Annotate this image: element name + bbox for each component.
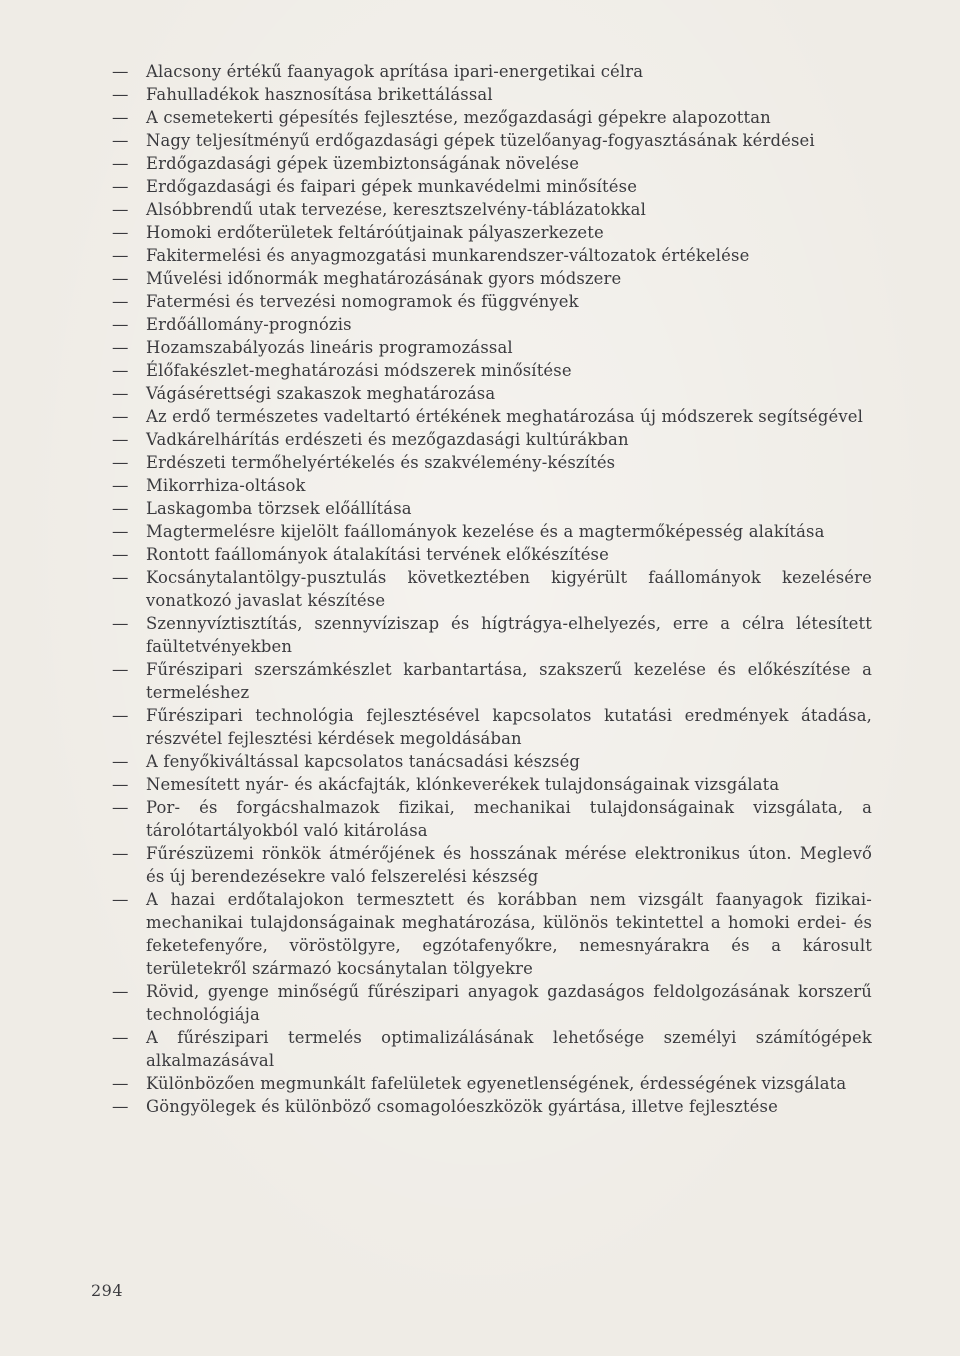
list-item-text: Fatermési és tervezési nomogramok és függvények	[146, 292, 579, 311]
list-item-text: Művelési időnormák meghatározásának gyors módszere	[146, 269, 622, 288]
dash-marker: —	[112, 407, 129, 426]
list-item	[112, 290, 872, 313]
list-item	[112, 244, 872, 267]
list-item	[112, 129, 872, 152]
list-item	[112, 175, 872, 198]
list-item	[112, 60, 872, 83]
list-item-text: Rövid, gyenge minőségű fűrészipari anyagok gazdaságos feldolgozásának korszerű technológiája	[146, 982, 872, 1024]
list-item-text: Magtermelésre kijelölt faállományok kezelése és a magtermőképesség alakítása	[146, 522, 825, 541]
list-item-text: Az erdő természetes vadeltartó értékének meghatározása új módszerek segítségével	[146, 407, 864, 426]
dash-marker: —	[112, 430, 129, 449]
dash-marker: —	[112, 706, 129, 725]
list-item-text: Erdészeti termőhelyértékelés és szakvélemény-készítés	[146, 453, 616, 472]
list-item-text: Laskagomba törzsek előállítása	[146, 499, 412, 518]
page-number: 294	[91, 1281, 124, 1300]
list-item	[112, 198, 872, 221]
dash-marker: —	[112, 338, 129, 357]
dash-marker: —	[112, 568, 129, 587]
list-item	[112, 566, 872, 612]
list-item	[112, 106, 872, 129]
list-item	[112, 1026, 872, 1072]
list-item	[112, 520, 872, 543]
list-item-text: Alsóbbrendű utak tervezése, keresztszelvény-táblázatokkal	[146, 200, 646, 219]
dash-marker: —	[112, 752, 129, 771]
list-item	[112, 451, 872, 474]
list-item-text: Erdőgazdasági és faipari gépek munkavédelmi minősítése	[146, 177, 638, 196]
dash-marker: —	[112, 1074, 129, 1093]
list-item	[112, 428, 872, 451]
list-item-text: Homoki erdőterületek feltáróútjainak pályaszerkezete	[146, 223, 604, 242]
list-item	[112, 152, 872, 175]
dash-marker: —	[112, 522, 129, 541]
list-item-text: A hazai erdőtalajokon termesztett és korábban nem vizsgált faanyagok fizikai-mechanikai tulajdonságainak meghatározása, különös tekintettel a homoki erdei- és feketefenyőre, vöröstölgyre, egzótafenyőkre, nemesnyárakra és a károsult területekről származó kocsánytalan tölgyekre	[146, 890, 872, 978]
list-item	[112, 612, 872, 658]
list-item	[112, 796, 872, 842]
list-item-text: Különbözően megmunkált fafelületek egyenetlenségének, érdességének vizsgálata	[146, 1074, 847, 1093]
dash-marker: —	[112, 499, 129, 518]
dash-marker: —	[112, 108, 129, 127]
list-item-text: Rontott faállományok átalakítási tervének előkészítése	[146, 545, 609, 564]
dash-marker: —	[112, 62, 129, 81]
dash-marker: —	[112, 798, 129, 817]
list-item-text: A csemetekerti gépesítés fejlesztése, mezőgazdasági gépekre alapozottan	[146, 108, 771, 127]
list-item-text: Alacsony értékű faanyagok aprítása ipari-energetikai célra	[146, 62, 644, 81]
list-item-text: Fűrészipari szerszámkészlet karbantartása, szakszerű kezelése és előkészítése a termeléshez	[146, 660, 872, 702]
list-item	[112, 313, 872, 336]
list-item-text: Vágásérettségi szakaszok meghatározása	[146, 384, 496, 403]
list-item-text: Nagy teljesítményű erdőgazdasági gépek tüzelőanyag-fogyasztásának kérdései	[146, 131, 815, 150]
list-item-text: Élőfakészlet-meghatározási módszerek minősítése	[146, 361, 572, 380]
list-item	[112, 221, 872, 244]
dash-marker: —	[112, 85, 129, 104]
dash-marker: —	[112, 315, 129, 334]
list-item-text: Nemesített nyár- és akácfajták, klónkeverékek tulajdonságainak vizsgálata	[146, 775, 780, 794]
dash-marker: —	[112, 545, 129, 564]
list-item	[112, 267, 872, 290]
list-item	[112, 773, 872, 796]
list-item-text: Vadkárelhárítás erdészeti és mezőgazdasági kultúrákban	[146, 430, 629, 449]
list-item	[112, 382, 872, 405]
dash-marker: —	[112, 614, 129, 633]
dash-marker: —	[112, 982, 129, 1001]
list-item	[112, 704, 872, 750]
dash-marker: —	[112, 890, 129, 909]
list-item-text: A fenyőkiváltással kapcsolatos tanácsadási készség	[146, 752, 581, 771]
list-item	[112, 658, 872, 704]
list-item-text: Fahulladékok hasznosítása brikettálással	[146, 85, 493, 104]
list-item	[112, 336, 872, 359]
dash-marker: —	[112, 223, 129, 242]
list-item-text: Göngyölegek és különböző csomagolóeszközök gyártása, illetve fejlesztése	[146, 1097, 778, 1116]
dash-marker: —	[112, 384, 129, 403]
list-item-text: Hozamszabályozás lineáris programozással	[146, 338, 513, 357]
list-item	[112, 888, 872, 980]
dash-marker: —	[112, 476, 129, 495]
dash-marker: —	[112, 269, 129, 288]
dash-marker: —	[112, 775, 129, 794]
dash-marker: —	[112, 361, 129, 380]
list-item-text: Por- és forgácshalmazok fizikai, mechanikai tulajdonságainak vizsgálata, a tárolótartályokból való kitárolása	[146, 798, 872, 840]
list-item-text: Fűrészipari technológia fejlesztésével kapcsolatos kutatási eredmények átadása, részvétel fejlesztési kérdések megoldásában	[146, 706, 872, 748]
list-item	[112, 750, 872, 773]
dash-marker: —	[112, 660, 129, 679]
list-item	[112, 359, 872, 382]
list-item-text: Mikorrhiza-oltások	[146, 476, 306, 495]
dash-marker: —	[112, 200, 129, 219]
list-item	[112, 1095, 872, 1118]
dash-marker: —	[112, 131, 129, 150]
list-item	[112, 474, 872, 497]
dash-marker: —	[112, 154, 129, 173]
list-item-text: A fűrészipari termelés optimalizálásának lehetősége személyi számítógépek alkalmazásával	[146, 1028, 872, 1070]
list-item	[112, 543, 872, 566]
list-item-text: Kocsánytalantölgy-pusztulás következtében kigyérült faállományok kezelésére vonatkozó javaslat készítése	[146, 568, 872, 610]
list-item-text: Fűrészüzemi rönkök átmérőjének és hosszának mérése elektronikus úton. Meglevő és új berendezésekre való felszerelési készség	[146, 844, 872, 886]
list-item-text: Erdőállomány-prognózis	[146, 315, 352, 334]
list-item	[112, 405, 872, 428]
dash-marker: —	[112, 1028, 129, 1047]
dash-marker: —	[112, 453, 129, 472]
dash-marker: —	[112, 1097, 129, 1116]
dash-marker: —	[112, 246, 129, 265]
list-item	[112, 83, 872, 106]
list-item	[112, 497, 872, 520]
dash-marker: —	[112, 177, 129, 196]
dash-marker: —	[112, 844, 129, 863]
service-list	[112, 60, 872, 1118]
list-item-text: Fakitermelési és anyagmozgatási munkarendszer-változatok értékelése	[146, 246, 750, 265]
list-item-text: Erdőgazdasági gépek üzembiztonságának növelése	[146, 154, 580, 173]
list-item	[112, 1072, 872, 1095]
list-item	[112, 842, 872, 888]
list-item-text: Szennyvíztisztítás, szennyvíziszap és hígtrágya-elhelyezés, erre a célra létesített faültetvényekben	[146, 614, 872, 656]
list-item	[112, 980, 872, 1026]
dash-marker: —	[112, 292, 129, 311]
